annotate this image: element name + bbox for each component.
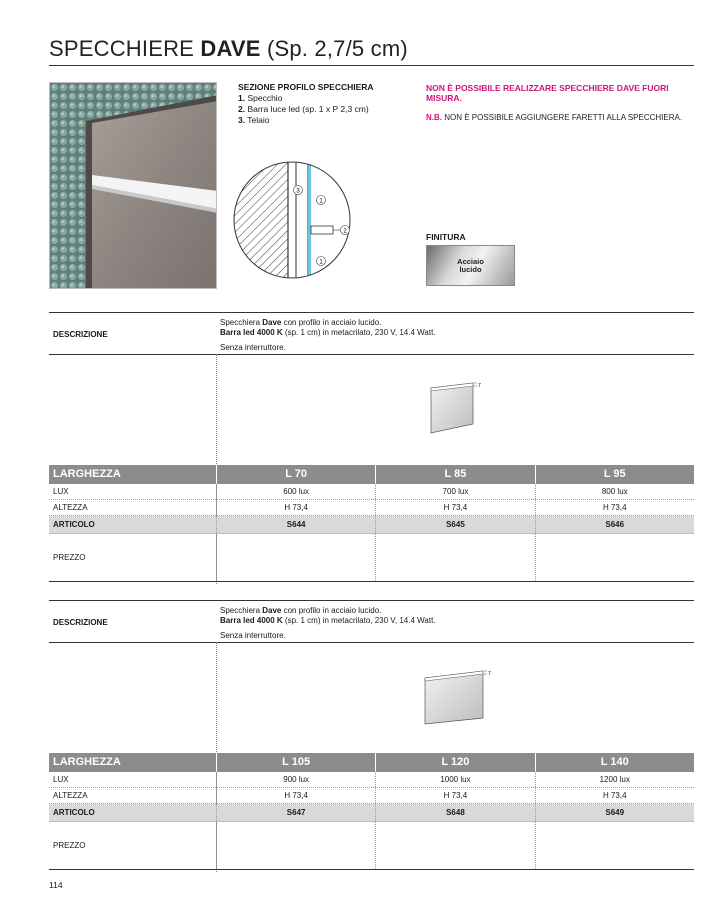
profile-item: 2. Barra luce led (sp. 1 x P 2,3 cm) bbox=[238, 104, 369, 114]
mirror-thumbnail bbox=[427, 380, 487, 436]
table-row: ALTEZZA H 73,4 H 73,4 H 73,4 bbox=[49, 788, 694, 804]
table-row: LUX 900 lux 1000 lux 1200 lux bbox=[49, 772, 694, 788]
profile-item: 1. Specchio bbox=[238, 93, 283, 103]
description-label: DESCRIZIONE bbox=[53, 330, 108, 339]
size-table bbox=[49, 753, 694, 870]
finish-swatch bbox=[426, 245, 515, 286]
table-row: ARTICOLO S644 S645 S646 bbox=[49, 516, 694, 534]
table-row: ARTICOLO S647 S648 S649 bbox=[49, 804, 694, 822]
drawing-marker: 3 bbox=[296, 188, 300, 195]
page-number: 114 bbox=[49, 880, 63, 890]
thumbnail-dimension: 7 bbox=[478, 383, 481, 389]
profile-legend bbox=[238, 82, 374, 126]
profile-heading: SEZIONE PROFILO SPECCHIERA bbox=[238, 82, 374, 92]
warning-note: NON È POSSIBILE REALIZZARE SPECCHIERE DAVE FUORI MISURA. bbox=[426, 83, 669, 103]
page-title: SPECCHIERE DAVE (Sp. 2,7/5 cm) bbox=[49, 36, 408, 61]
finish-label: FINITURA bbox=[426, 232, 466, 242]
table-header: LARGHEZZA L 105 L 120 L 140 bbox=[49, 753, 694, 772]
table-row: LUX 600 lux 700 lux 800 lux bbox=[49, 484, 694, 500]
profile-item: 3. Telaio bbox=[238, 115, 270, 125]
product-table-1 bbox=[49, 312, 694, 584]
table-row: PREZZO bbox=[49, 534, 694, 582]
size-table bbox=[49, 465, 694, 582]
thumbnail-dimension: 7 bbox=[488, 671, 491, 677]
nb-note: N.B. NON È POSSIBILE AGGIUNGERE FARETTI ALLA SPECCHIERA. bbox=[426, 113, 683, 122]
mirror-thumbnail bbox=[422, 666, 497, 728]
description-label: DESCRIZIONE bbox=[53, 618, 108, 627]
table-header: LARGHEZZA L 70 L 85 L 95 bbox=[49, 465, 694, 484]
profile-section-drawing bbox=[232, 150, 362, 290]
finish-swatch-line1: Acciaio bbox=[457, 256, 484, 266]
finish-swatch-line2: lucido bbox=[459, 264, 482, 274]
table-row: PREZZO bbox=[49, 822, 694, 870]
product-table-2 bbox=[49, 600, 694, 872]
drawing-marker: 1 bbox=[319, 198, 323, 205]
product-photo bbox=[49, 82, 217, 289]
description-text: Specchiera Dave con profilo in acciaio lucido. Barra led 4000 K (sp. 1 cm) in metacrilato, 230 V, 14.4 Watt. Senza interruttore. bbox=[220, 318, 436, 352]
drawing-marker: 2 bbox=[343, 228, 347, 235]
description-text: Specchiera Dave con profilo in acciaio lucido. Barra led 4000 K (sp. 1 cm) in metacrilato, 230 V, 14.4 Watt. Senza interruttore. bbox=[220, 606, 436, 640]
table-row: ALTEZZA H 73,4 H 73,4 H 73,4 bbox=[49, 500, 694, 516]
drawing-marker: 1 bbox=[319, 259, 323, 266]
title-divider bbox=[49, 65, 694, 66]
